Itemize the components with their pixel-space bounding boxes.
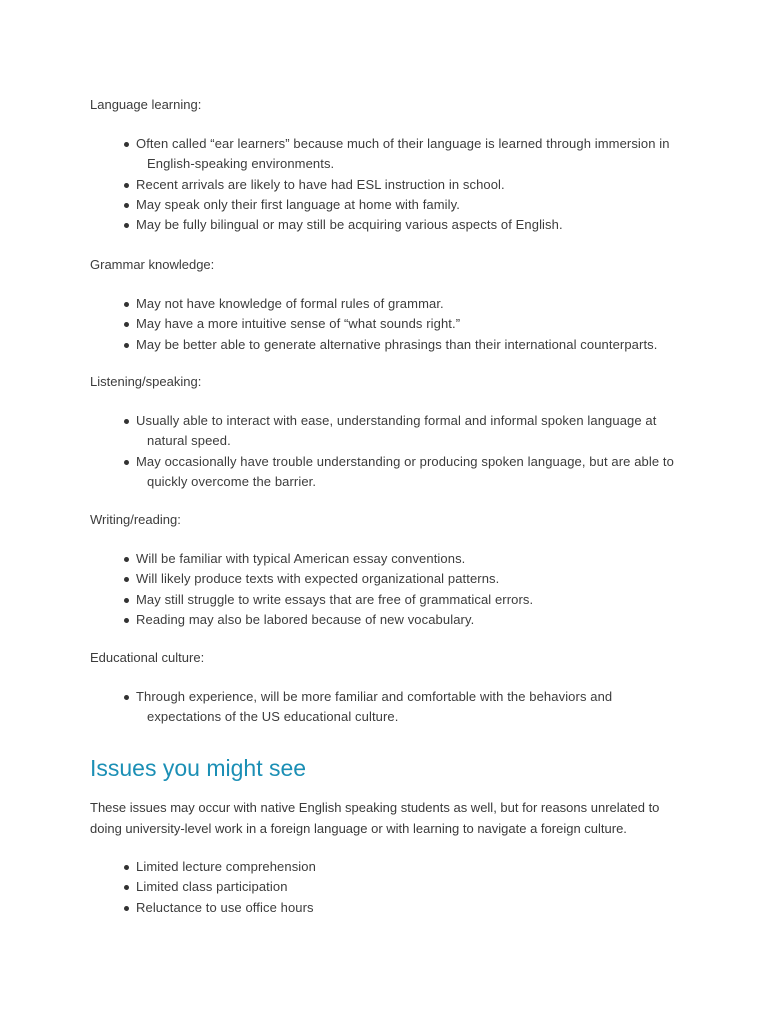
bullet-icon bbox=[124, 343, 129, 348]
bullet-icon bbox=[124, 322, 129, 327]
list-item: Usually able to interact with ease, understanding formal and informal spoken language at natural speed. bbox=[124, 411, 690, 452]
list-item: Limited lecture comprehension bbox=[124, 857, 690, 877]
bullet-icon bbox=[124, 598, 129, 603]
issues-list bbox=[90, 857, 690, 918]
list-item: Will likely produce texts with expected organizational patterns. bbox=[124, 569, 690, 589]
section-language-learning bbox=[90, 96, 690, 235]
list-item: May occasionally have trouble understanding or producing spoken language, but are able to quickly overcome the barrier. bbox=[124, 452, 690, 493]
bullet-list bbox=[90, 411, 690, 492]
bullet-icon bbox=[124, 885, 129, 890]
section-label: Language learning: bbox=[90, 97, 202, 112]
section-listening-speaking bbox=[90, 373, 690, 492]
bullet-icon bbox=[124, 865, 129, 870]
list-item: Often called “ear learners” because much of their language is learned through immersion in English-speaking environments. bbox=[124, 134, 690, 175]
list-item: May be better able to generate alternative phrasings than their international counterparts. bbox=[124, 335, 690, 355]
bullet-icon bbox=[124, 577, 129, 582]
list-item: Reluctance to use office hours bbox=[124, 898, 690, 918]
bullet-icon bbox=[124, 419, 129, 424]
bullet-icon bbox=[124, 223, 129, 228]
bullet-icon bbox=[124, 142, 129, 147]
section-writing-reading bbox=[90, 511, 690, 630]
bullet-icon bbox=[124, 557, 129, 562]
bullet-icon bbox=[124, 302, 129, 307]
list-item: May speak only their first language at home with family. bbox=[124, 195, 690, 215]
bullet-list bbox=[90, 687, 690, 728]
list-item: Will be familiar with typical American essay conventions. bbox=[124, 549, 690, 569]
section-label: Grammar knowledge: bbox=[90, 257, 215, 272]
list-item: Limited class participation bbox=[124, 877, 690, 897]
list-item: Through experience, will be more familiar and comfortable with the behaviors and expectations of the US educational culture. bbox=[124, 687, 690, 728]
section-label: Writing/reading: bbox=[90, 512, 181, 527]
section-grammar-knowledge bbox=[90, 256, 690, 355]
section-label: Educational culture: bbox=[90, 650, 205, 665]
list-item: May not have knowledge of formal rules of grammar. bbox=[124, 294, 690, 314]
bullet-list bbox=[90, 134, 690, 235]
bullet-list bbox=[90, 549, 690, 630]
bullet-icon bbox=[124, 618, 129, 623]
issues-list-block bbox=[90, 857, 690, 918]
list-item: May be fully bilingual or may still be acquiring various aspects of English. bbox=[124, 215, 690, 235]
list-item: May have a more intuitive sense of “what sounds right.” bbox=[124, 314, 690, 334]
bullet-list bbox=[90, 294, 690, 355]
list-item: Reading may also be labored because of new vocabulary. bbox=[124, 610, 690, 630]
list-item: May still struggle to write essays that are free of grammatical errors. bbox=[124, 590, 690, 610]
bullet-icon bbox=[124, 203, 129, 208]
bullet-icon bbox=[124, 906, 129, 911]
section-label: Listening/speaking: bbox=[90, 374, 202, 389]
list-item: Recent arrivals are likely to have had ESL instruction in school. bbox=[124, 175, 690, 195]
bullet-icon bbox=[124, 460, 129, 465]
issues-intro: These issues may occur with native English speaking students as well, but for reasons unrelated to doing university-level work in a foreign language or with learning to navigate a foreign culture. bbox=[90, 800, 660, 836]
bullet-icon bbox=[124, 695, 129, 700]
bullet-icon bbox=[124, 183, 129, 188]
section-educational-culture bbox=[90, 649, 690, 728]
issues-heading: Issues you might see bbox=[90, 755, 307, 781]
